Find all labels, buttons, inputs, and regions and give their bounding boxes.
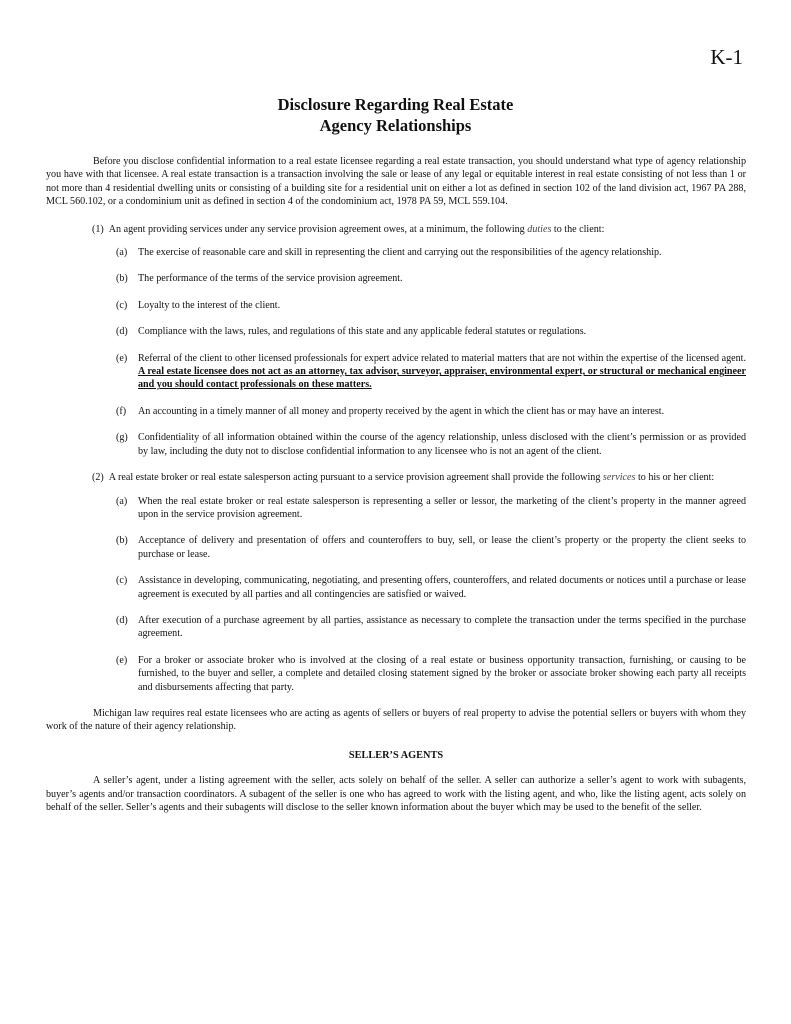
clause-1-number: (1) xyxy=(92,223,104,235)
sellers-agents-heading: SELLER’S AGENTS xyxy=(348,749,444,761)
item-text: Compliance with the laws, rules, and regulations of this state and any applicable federal statutes or regulations. xyxy=(138,326,587,338)
item-marker: (c) xyxy=(116,299,128,311)
item-marker: (e) xyxy=(116,352,128,364)
title-line-2: Agency Relationships xyxy=(319,116,472,135)
list-item xyxy=(46,495,746,522)
item-text: Referral of the client to other licensed professionals for expert advice related to material matters that are not within the expertise of the licensed agent. xyxy=(138,352,746,364)
item-text-with-notice xyxy=(138,352,746,392)
item-marker: (c) xyxy=(116,575,128,587)
item-text: When the real estate broker or real estate salesperson is representing a seller or lessor, the marketing of the client’s property in the manner agreed upon in the service provision agreement. xyxy=(138,495,746,520)
clause-2-text-after: to his or her client: xyxy=(637,472,715,484)
list-item xyxy=(46,299,746,312)
item-marker: (b) xyxy=(116,535,128,547)
item-text: An accounting in a timely manner of all money and property received by the agent in which the client has or may have an interest. xyxy=(138,405,665,417)
list-item xyxy=(46,574,746,601)
clause-1-emphasis: duties xyxy=(527,223,552,235)
item-text: Acceptance of delivery and presentation of offers and counteroffers to buy, sell, or lease the client’s property or the property the client seeks to purchase or lease. xyxy=(138,535,746,560)
list-item xyxy=(46,272,746,285)
clause-2-lead xyxy=(46,471,746,484)
item-marker: (e) xyxy=(116,654,128,666)
clause-2-services-list xyxy=(46,495,746,694)
item-text: The performance of the terms of the service provision agreement. xyxy=(138,273,403,285)
document-title xyxy=(0,94,791,136)
clause-2-emphasis: services xyxy=(602,472,636,484)
item-text: For a broker or associate broker who is involved at the closing of a real estate or business opportunity transaction, furnishing, or causing to be furnished, to the buyer and seller, a complete and detailed closing statement signed by the broker or associate broker showing each party all receipts and disbursements affecting that party. xyxy=(138,654,746,693)
clause-1-lead xyxy=(46,223,746,236)
list-item xyxy=(46,246,746,259)
item-marker: (a) xyxy=(116,495,128,507)
item-marker: (a) xyxy=(116,247,128,259)
list-item xyxy=(46,614,746,641)
list-item xyxy=(46,534,746,561)
item-text: The exercise of reasonable care and skill in representing the client and carrying out the responsibilities of the agency relationship. xyxy=(138,247,662,259)
list-item xyxy=(46,431,746,458)
title-line-1: Disclosure Regarding Real Estate xyxy=(277,95,514,114)
intro-paragraph: Before you disclose confidential information to a real estate licensee regarding a real estate transaction, you should understand what type of agency relationship you have with that licensee. A real estate transaction is a transaction involving the sale or lease of any legal or equitable interest in real estate consisting of not less than 1 or not more than 4 residential dwelling units or consisting of a building site for a residential unit on either a lot as defined in section 102 of the land division act, 1967 PA 288, MCL 560.102, or a condominium unit as defined in section 4 of the condominium act, 1978 PA 59, MCL 559.104. xyxy=(46,156,746,208)
closing-paragraph: Michigan law requires real estate licensees who are acting as agents of sellers or buyers of real property to advise the potential sellers or buyers with whom they work of the nature of their agency relationship. xyxy=(46,707,746,733)
item-marker: (b) xyxy=(116,273,128,285)
list-item xyxy=(46,654,746,694)
item-text: Loyalty to the interest of the client. xyxy=(138,299,281,311)
item-marker: (d) xyxy=(116,614,128,626)
clause-1-text: An agent providing services under any service provision agreement owes, at a minimum, the following xyxy=(108,223,525,235)
list-item xyxy=(46,325,746,338)
item-marker: (d) xyxy=(116,326,128,338)
list-item xyxy=(46,352,746,392)
clause-1-text-after: to the client: xyxy=(553,223,605,235)
item-text: Assistance in developing, communicating, negotiating, and presenting offers, counteroffers, and related documents or notices until a purchase or lease agreement is executed by all parties and all contingencies are satisfied or waived. xyxy=(138,575,746,600)
sellers-agents-paragraph: A seller’s agent, under a listing agreement with the seller, acts solely on behalf of the seller. A seller can authorize a seller’s agent to work with subagents, buyer’s agents and/or transaction coordinators. A subagent of the seller is one who has agreed to work with the listing agent, and who, like the listing agent, acts solely on behalf of the seller. Seller’s agents and their subagents will disclose to the seller known information about the buyer which may be used to the benefit of the seller. xyxy=(46,775,746,813)
list-item xyxy=(46,405,746,418)
item-marker: (g) xyxy=(116,432,128,444)
clause-2-text: A real estate broker or real estate salesperson acting pursuant to a service provision agreement shall provide the following xyxy=(108,472,601,484)
clause-2-number: (2) xyxy=(92,472,104,484)
clause-1-duties-list xyxy=(46,246,746,458)
item-text: After execution of a purchase agreement by all parties, assistance as necessary to complete the transaction under the terms specified in the purchase agreement. xyxy=(138,614,746,640)
page-identifier: K-1 xyxy=(710,45,743,69)
document-body xyxy=(46,155,746,814)
item-text: Confidentiality of all information obtained within the course of the agency relationship, unless disclosed with the client’s permission or as provided by law, including the duty not to disclose confidential information to any licensee who is not an agent of the client. xyxy=(138,432,746,457)
item-marker: (f) xyxy=(116,405,127,417)
professional-advice-notice: A real estate licensee does not act as an attorney, tax advisor, surveyor, appraiser, environmental expert, or structural or mechanical engineer and you should contact professionals on these matters. xyxy=(138,366,746,391)
